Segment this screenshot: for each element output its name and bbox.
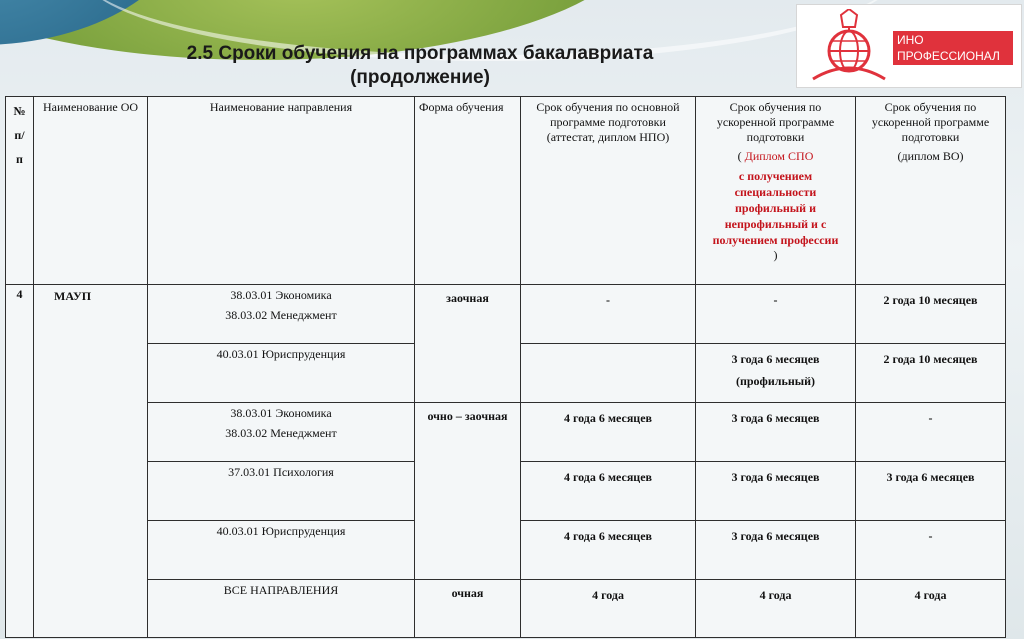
main-term: - [521,285,696,344]
org-name: МАУП [34,285,148,638]
main-term: 4 года 6 месяцев [521,521,696,580]
form-cell: очная [415,580,521,638]
header-accelerated-spo: Срок обучения по ускоренной программе подготовки ( Диплом СПО с получением специальности профильный и непрофильный и с получением профессии ) [696,97,856,285]
table-row [6,403,1006,462]
vo-term: 2 года 10 месяцев [856,344,1006,403]
direction-cell: ВСЕ НАПРАВЛЕНИЯ [148,580,415,638]
header-org: Наименование ОО [34,97,148,285]
spo-term: 3 года 6 месяцев [696,521,856,580]
vo-term: - [856,403,1006,462]
vo-term-highlighted: 3 года 6 месяцев [856,462,1006,521]
slide-title-line1: 2.5 Сроки обучения на программах бакалавриата [186,43,654,64]
logo-text: ИНО ПРОФЕССИОНАЛ [893,31,1013,65]
vo-term: 4 года [856,580,1006,638]
direction-cell: 40.03.01 Юриспруденция [148,344,415,403]
spo-term: 3 года 6 месяцев [696,462,856,521]
header-accelerated-vo: Срок обучения по ускоренной программе подготовки (диплом ВО) [856,97,1006,285]
form-cell: заочная [415,285,521,403]
table-row [6,285,1006,344]
direction-cell: 38.03.01 Экономика 38.03.02 Менеджмент [148,285,415,344]
vo-term: - [856,521,1006,580]
direction-cell: 37.03.01 Психология [148,462,415,521]
spo-term: 3 года 6 месяцев (профильный) [696,344,856,403]
spo-term: - [696,285,856,344]
header-form: Форма обучения [415,97,521,285]
spo-term: 3 года 6 месяцев [696,403,856,462]
globe-emblem-icon [805,9,893,83]
slide-title-line2: (продолжение) [350,67,490,88]
direction-cell: 38.03.01 Экономика 38.03.02 Менеджмент [148,403,415,462]
row-number: 4 [6,285,34,638]
main-term [521,344,696,403]
header-direction: Наименование направления [148,97,415,285]
header-main-program: Срок обучения по основной программе подготовки (аттестат, диплом НПО) [521,97,696,285]
logo [796,4,1022,88]
main-term: 4 года 6 месяцев [521,403,696,462]
direction-cell: 40.03.01 Юриспруденция [148,521,415,580]
slide-title [60,42,780,90]
table-header-row [6,97,1006,285]
form-cell: очно – заочная [415,403,521,580]
vo-term: 2 года 10 месяцев [856,285,1006,344]
table-row [6,580,1006,638]
header-num: № п/ п [6,97,34,285]
spo-term: 4 года [696,580,856,638]
main-term: 4 года 6 месяцев [521,462,696,521]
main-term: 4 года [521,580,696,638]
study-terms-table [5,96,1006,638]
